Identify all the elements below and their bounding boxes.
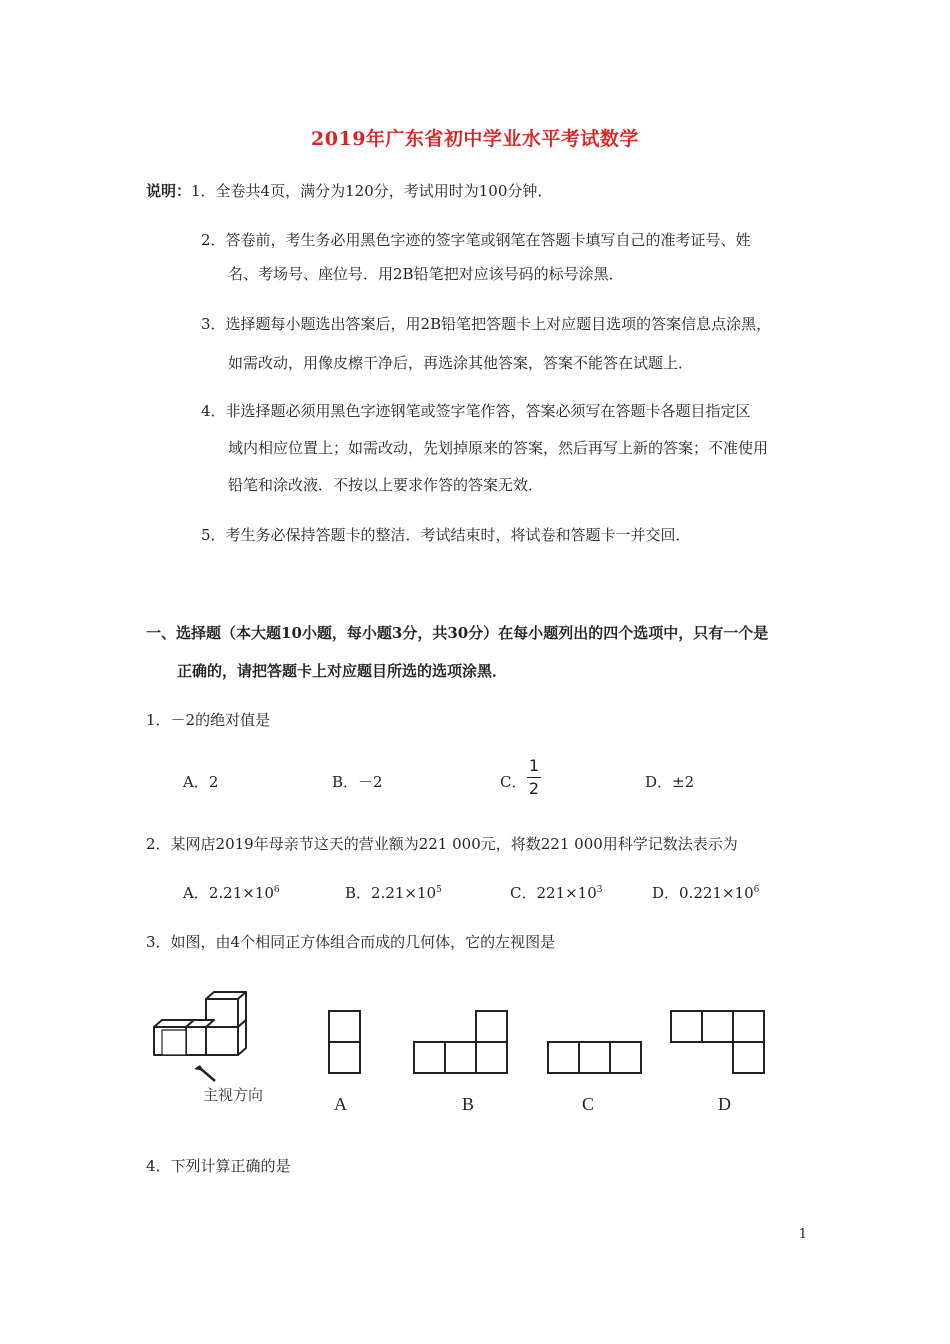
notes-label: 说明： <box>146 182 192 200</box>
note-2a: 2．答卷前，考生务必用黑色字迹的签字笔或钢笔在答题卡填写自己的准考证号、姓 <box>201 231 751 249</box>
q3-option-a-figure <box>328 1010 362 1076</box>
q3-option-c-label: C <box>582 1094 595 1114</box>
note-1: 1．全卷共4页，满分为120分，考试用时为100分钟． <box>191 182 553 200</box>
q2-option-a: A．$2.21\times 10^6$ <box>183 884 280 902</box>
note-4c: 铅笔和涂改液．不按以上要求作答的答案无效． <box>228 476 544 494</box>
note-3b: 如需改动，用像皮檫干净后，再选涂其他答案，答案不能答在试题上． <box>228 354 694 372</box>
page-number: 1 <box>798 1227 807 1242</box>
q3-figure-caption: 主视方向 <box>203 1086 264 1104</box>
fraction-numerator: 1 <box>528 756 540 775</box>
note-3a: 3．选择题每小题选出答案后，用2B铅笔把答题卡上对应题目选项的答案信息点涂黑， <box>201 315 772 333</box>
section-1-heading-cont: 正确的，请把答题卡上对应题目所选的选项涂黑． <box>177 662 508 680</box>
note-5: 5．考生务必保持答题卡的整洁．考试结束时，将试卷和答题卡一并交回． <box>201 526 691 544</box>
q3-option-a-label: A <box>334 1094 347 1114</box>
question-1-stem: 1．－2的绝对值是 <box>146 711 271 729</box>
notes-first-line <box>146 180 552 201</box>
q2-option-d: D．$0.221\times 10^6$ <box>652 884 760 902</box>
q2-option-c: C．$221\times 10^3$ <box>510 884 603 902</box>
q1-option-c-label: C． <box>500 773 527 791</box>
q3-option-d-label: D <box>718 1094 731 1114</box>
q3-option-d-figure <box>670 1010 768 1076</box>
question-2-stem: 2．某网店2019年母亲节这天的营业额为221 000元，将数221 000用科学记数法表示为 <box>146 835 738 853</box>
q2-option-b: B．$2.21\times 10^5$ <box>345 884 442 902</box>
fraction-denominator: 2 <box>528 779 540 798</box>
q3-option-b-figure <box>413 1010 509 1076</box>
q1-option-d: D．±2 <box>645 773 695 791</box>
q3-option-c-figure <box>547 1041 643 1076</box>
q1-option-a: A．2 <box>183 773 219 791</box>
q1-option-c-fraction <box>527 757 541 798</box>
note-4b: 域内相应位置上；如需改动，先划掉原来的答案，然后再写上新的答案；不准使用 <box>228 439 769 457</box>
page-title: 2019年广东省初中学业水平考试数学 <box>311 128 639 150</box>
q1-option-b: B．－2 <box>332 773 383 791</box>
note-2b: 名、考场号、座位号．用2B铅笔把对应该号码的标号涂黑． <box>228 265 624 283</box>
section-1-heading: 一、选择题（本大题10小题，每小题3分，共30分）在每小题列出的四个选项中，只有一个是 <box>146 624 769 642</box>
note-4a: 4．非选择题必须用黑色字迹钢笔或签字笔作答，答案必须写在答题卡各题目指定区 <box>201 402 751 420</box>
fraction-bar <box>527 777 541 778</box>
q3-option-b-label: B <box>462 1094 475 1114</box>
question-4-stem: 4．下列计算正确的是 <box>146 1157 291 1175</box>
question-3-stem: 3．如图，由4个相同正方体组合而成的几何体，它的左视图是 <box>146 933 556 951</box>
